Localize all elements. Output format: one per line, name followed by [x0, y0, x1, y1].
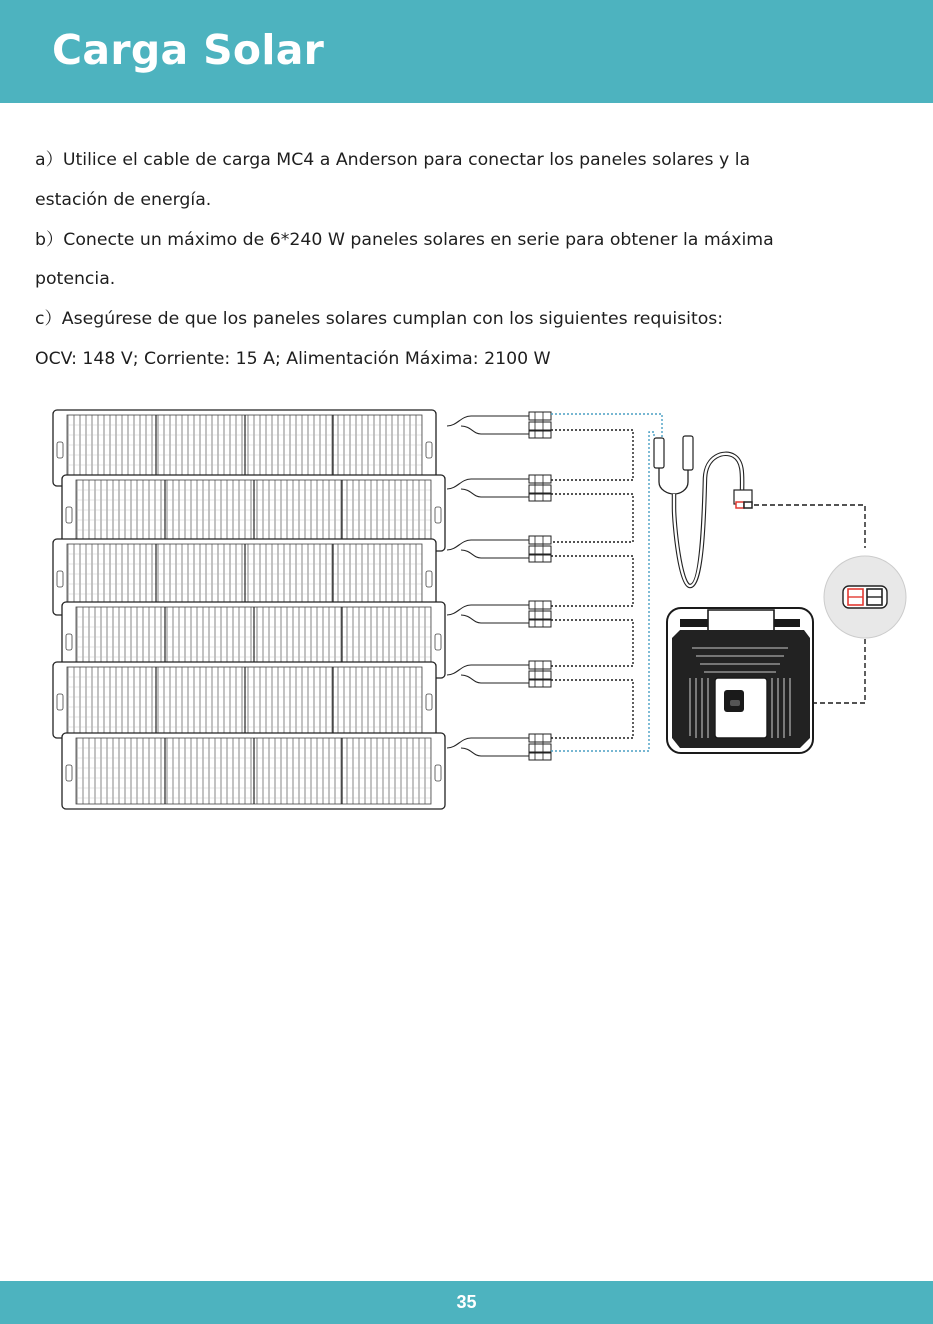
- mc4-to-anderson-cable-icon: [654, 436, 752, 586]
- solar-panel-icon: [62, 733, 445, 809]
- anderson-port-icon: [824, 556, 906, 638]
- instruction-b-line-1: b）Conecte un máximo de 6*240 W paneles solares en serie para obtener la máxima: [35, 229, 774, 250]
- mc4-connector-icon: [447, 475, 551, 501]
- mc4-connector-icon: [447, 412, 551, 438]
- mc4-connector-icon: [447, 661, 551, 687]
- solar-panel-stack: [53, 410, 445, 809]
- series-output-leads: [551, 414, 662, 751]
- power-station-icon: [667, 608, 813, 753]
- mc4-connectors: [447, 412, 551, 760]
- instruction-a-line-2: estación de energía.: [35, 189, 212, 210]
- page-title: Carga Solar: [52, 26, 325, 74]
- page-number: 35: [456, 1292, 477, 1312]
- mc4-connector-icon: [447, 536, 551, 562]
- requirements-line: OCV: 148 V; Corriente: 15 A; Alimentación Máxima: 2100 W: [35, 348, 551, 369]
- mc4-connector-icon: [447, 601, 551, 627]
- solar-panel-icon: [53, 662, 436, 738]
- instruction-a-line-1: a）Utilice el cable de carga MC4 a Anderson para conectar los paneles solares y la: [35, 150, 751, 170]
- instructions-list: [35, 141, 905, 380]
- instruction-b-line-2: potencia.: [35, 269, 116, 290]
- instruction-c-line-1: c）Asegúrese de que los paneles solares cumplan con los siguientes requisitos:: [35, 309, 724, 330]
- mc4-connector-icon: [447, 734, 551, 760]
- connection-diagram: [40, 398, 920, 838]
- series-wiring: [551, 430, 633, 738]
- page-header: [0, 0, 933, 103]
- page-footer: [0, 1281, 933, 1324]
